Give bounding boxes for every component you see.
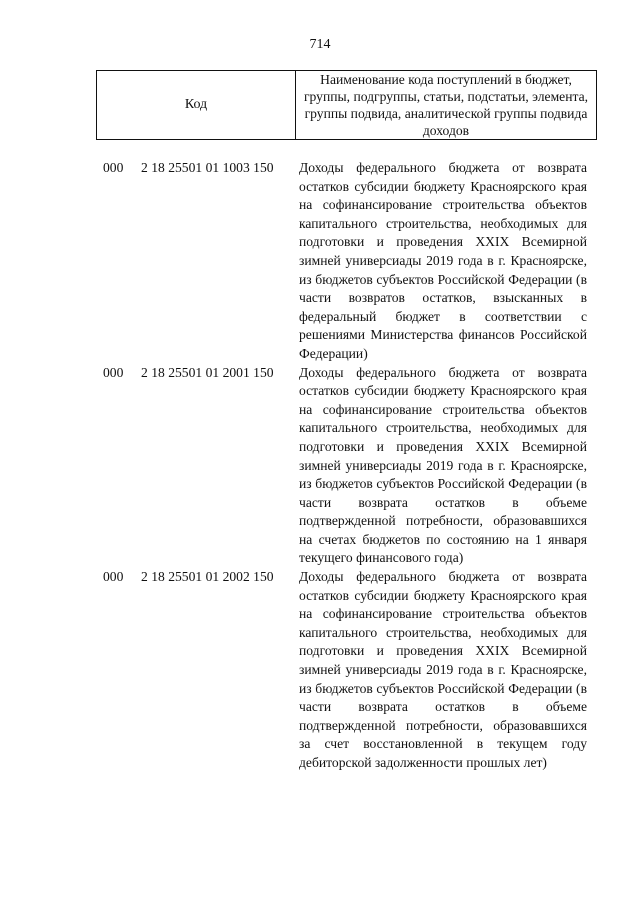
table-row (0, 364, 640, 569)
table-row (0, 159, 640, 364)
row-admin-code: 000 (103, 364, 124, 380)
row-admin-code: 000 (103, 569, 124, 585)
table-header (96, 70, 597, 140)
row-description: Доходы федерального бюджета от возврата остатков субсидии бюджету Красноярского края на софинансирование строительства объектов капитального строительства, необходимых для подготовки и проведения XXIX Всемирной зимней универсиады 2019 года в г. Красноярске, из бюджетов субъектов Российской Федерации (в части возвратов остатков, взысканных в федеральный бюджет в соответствии с решениями Министерства финансов Российской Федерации) (299, 160, 587, 361)
row-description: Доходы федерального бюджета от возврата остатков субсидии бюджету Красноярского края на софинансирование строительства объектов капитального строительства, необходимых для подготовки и проведения XXIX Всемирной зимней универсиады 2019 года в г. Красноярске, из бюджетов субъектов Российской Федерации (в части возврата остатков в объеме подтвержденной потребности, образовавшихся на счетах бюджетов по состоянию на 1 января текущего финансового года) (299, 364, 587, 566)
table-row (0, 568, 640, 773)
row-income-code: 2 18 25501 01 2001 150 (141, 364, 274, 380)
page-number: 714 (309, 37, 331, 52)
row-admin-code: 000 (103, 160, 124, 175)
row-income-code: 2 18 25501 01 1003 150 (141, 160, 274, 175)
header-code-label: Код (97, 71, 296, 139)
header-name-label: Наименование кода поступлений в бюджет, группы, подгруппы, статьи, подстатьи, элемента, группы подвида, аналитической группы подвида доходов (303, 72, 589, 138)
row-income-code: 2 18 25501 01 2002 150 (141, 569, 274, 585)
income-code-list (0, 159, 640, 773)
row-description: Доходы федерального бюджета от возврата остатков субсидии бюджету Красноярского края на софинансирование строительства объектов капитального строительства, необходимых для подготовки и проведения XXIX Всемирной зимней универсиады 2019 года в г. Красноярске, из бюджетов субъектов Российской Федерации (в части возврата остатков в объеме подтвержденной потребности, образовавшихся за счет восстановленной в текущем году дебиторской задолженности прошлых лет) (299, 569, 587, 770)
